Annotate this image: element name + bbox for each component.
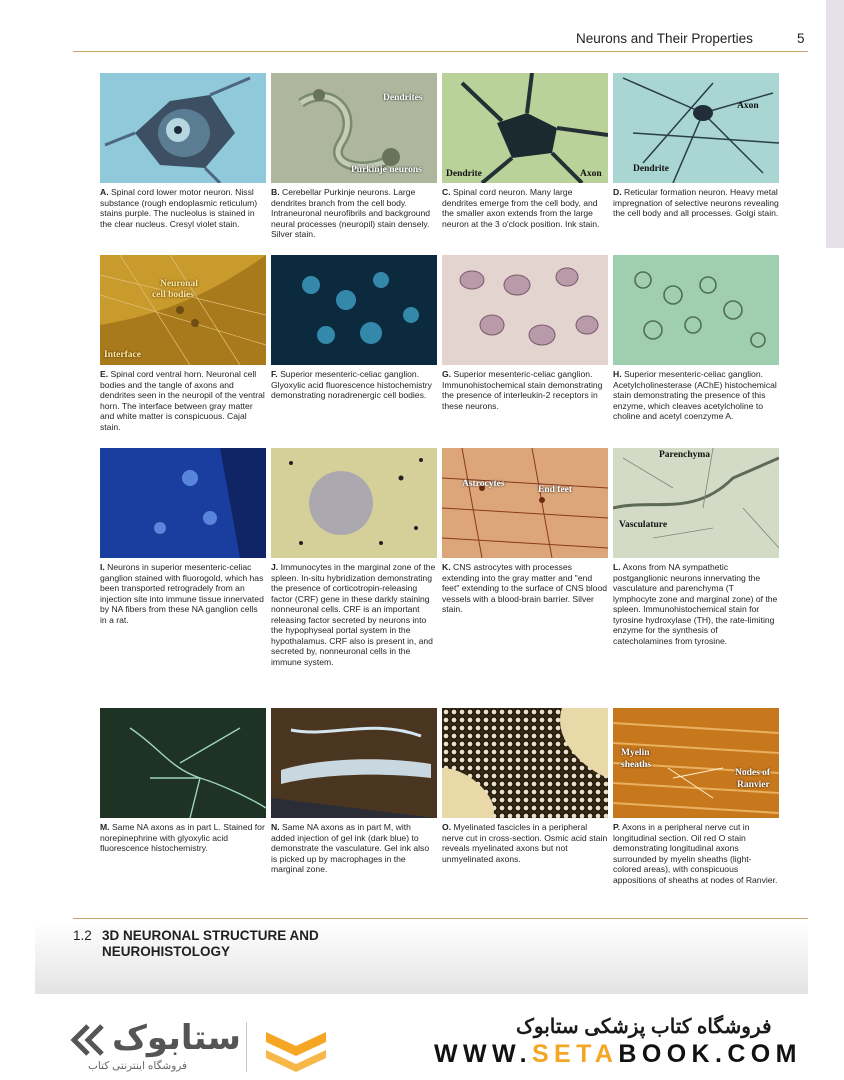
figure-j bbox=[271, 448, 437, 667]
label-ranvier: Ranvier bbox=[737, 780, 770, 790]
figure-a-caption: A. Spinal cord lower motor neuron. Nissl substance (rough endoplasmic reticulum) stains purple. The nucleolus is stained in the clear nucleus. Cresyl violet stain. bbox=[100, 187, 258, 229]
label-astrocytes: Astrocytes bbox=[462, 479, 505, 489]
figure-i-image bbox=[100, 448, 266, 558]
label-neuronal: Neuronal bbox=[160, 279, 198, 289]
label-nodes-of: Nodes of bbox=[735, 768, 771, 778]
figure-c-caption: C. Spinal cord neuron. Many large dendrites emerge from the cell body, and the smaller axon extends from the large neuron at the 3 o'clock position. Ink stain. bbox=[442, 187, 600, 229]
label-axon: Axon bbox=[737, 101, 759, 111]
figure-g bbox=[442, 255, 608, 411]
figure-p-caption: P. Axons in a peripheral nerve cut in longitudinal section. Oil red O stain demonstrating longitudinal axons surrounded by myelin sheaths (light-colored areas), with conspicuous appositions of sheaths at nodes of Ranvier. bbox=[613, 822, 778, 885]
figure-n bbox=[271, 708, 437, 875]
figure-p bbox=[613, 708, 779, 885]
logo-chevrons bbox=[70, 1022, 110, 1063]
figure-p-image bbox=[613, 708, 779, 818]
logo-book-icon bbox=[262, 1024, 330, 1077]
store-name: فروشگاه کتاب پزشکی ستابوک bbox=[516, 1016, 772, 1038]
label-dendrite: Dendrite bbox=[633, 164, 669, 174]
label-end-feet: End feet bbox=[538, 485, 573, 495]
label-dendrite: Dendrite bbox=[446, 169, 482, 179]
page-number: 5 bbox=[797, 31, 805, 46]
figure-o bbox=[442, 708, 608, 864]
figure-l-image bbox=[613, 448, 779, 558]
label-purkinje-neurons: Purkinje neurons bbox=[351, 165, 422, 175]
figure-i bbox=[100, 448, 266, 625]
label-myelin: Myelin bbox=[621, 748, 650, 758]
figure-h bbox=[613, 255, 779, 422]
figure-d-caption: D. Reticular formation neuron. Heavy metal impregnation of selective neurons revealing the cell body and all processes. Golgi stain. bbox=[613, 187, 779, 218]
figure-o-caption: O. Myelinated fascicles in a peripheral nerve cut in cross-section. Osmic acid stain reveals myelinated axons but not unmyelinated axons. bbox=[442, 822, 608, 864]
figure-m bbox=[100, 708, 266, 854]
logo-subtitle: فروشگاه اینترنتی کتاب bbox=[88, 1060, 188, 1072]
figure-l-caption: L. Axons from NA sympathetic postganglionic neurons innervating the vasculature and parenchyma (T lymphocyte zone and marginal zone) of the spleen. Immunohistochemical stain for tyrosine hydroxylase (TH), the rate-limiting enzyme for the synthesis of catecholamines from tyrosine. bbox=[613, 562, 778, 646]
running-header-title: Neurons and Their Properties bbox=[576, 31, 753, 46]
figure-n-caption: N. Same NA axons as in part M, with added injection of gel ink (dark blue) to demonstrate the vasculature. Gel ink also is picked up by macrophages in the marginal zone. bbox=[271, 822, 430, 874]
label-parenchyma: Parenchyma bbox=[659, 450, 711, 460]
figure-m-caption: M. Same NA axons as in part L. Stained for norepinephrine with glyoxylic acid fluorescence histochemistry. bbox=[100, 822, 265, 853]
section-title: 3D NEURONAL STRUCTURE AND NEUROHISTOLOGY bbox=[102, 928, 319, 959]
header-rule bbox=[73, 51, 808, 52]
label-cell-bodies: cell bodies bbox=[152, 290, 194, 300]
figure-k-caption: K. CNS astrocytes with processes extending into the gray matter and "end feet" extending to the surface of CNS blood vessels with a blood-brain barrier. Silver stain. bbox=[442, 562, 608, 614]
figure-b-image bbox=[271, 73, 437, 183]
label-dendrites: Dendrites bbox=[383, 93, 423, 103]
figure-o-image bbox=[442, 708, 608, 818]
figure-f-caption: F. Superior mesenteric-celiac ganglion. Glyoxylic acid fluorescence histochemistry demonstrating noradrenergic cell bodies. bbox=[271, 369, 432, 400]
label-interface: Interface bbox=[104, 350, 141, 360]
figure-i-caption: I. Neurons in superior mesenteric-celiac ganglion stained with fluorogold, which has been transported retrogradely from an injection site into immune tissue innervated by NA fibers from these NA ganglion cells in a rat. bbox=[100, 562, 264, 625]
figure-f bbox=[271, 255, 437, 401]
figure-m-image bbox=[100, 708, 266, 818]
side-tab bbox=[826, 0, 844, 248]
figure-k-image bbox=[442, 448, 608, 558]
figure-k bbox=[442, 448, 608, 615]
figure-a-image bbox=[100, 73, 266, 183]
figure-c bbox=[442, 73, 608, 229]
figure-a bbox=[100, 73, 266, 229]
figure-j-caption: J. Immunocytes in the marginal zone of the spleen. In-situ hybridization demonstrating the presence of corticotropin-releasing factor (CRF) gene in these darkly staining nonneuronal cells. CRF is an important releasing factor secreted by neurons into the hypophyseal portal system in the hypothalamus. CRF also is present in, and secreted by, nonneuronal cells in the immune system. bbox=[271, 562, 436, 667]
section-number: 1.2 bbox=[73, 928, 92, 943]
store-url[interactable]: WWW.SETABOOK.COM bbox=[434, 1040, 802, 1068]
figure-h-caption: H. Superior mesenteric-celiac ganglion. Acetylcholinesterase (AChE) histochemical stain demonstrating the presence of this enzyme, which cleaves acetylcholine to choline and acetyl coenzyme A. bbox=[613, 369, 777, 421]
figure-g-image bbox=[442, 255, 608, 365]
figure-j-image bbox=[271, 448, 437, 558]
figure-b bbox=[271, 73, 437, 240]
logo-divider bbox=[246, 1022, 247, 1072]
figure-e-image bbox=[100, 255, 266, 365]
figure-c-image bbox=[442, 73, 608, 183]
figure-d-image bbox=[613, 73, 779, 183]
figure-f-image bbox=[271, 255, 437, 365]
figure-e-caption: E. Spinal cord ventral horn. Neuronal cell bodies and the tangle of axons and dendrites seen in the neuropil of the ventral horn. The interface between gray matter and white matter is conspicuous. Cajal stain. bbox=[100, 369, 265, 432]
figure-n-image bbox=[271, 708, 437, 818]
figure-e bbox=[100, 255, 266, 432]
figure-b-caption: B. Cerebellar Purkinje neurons. Large dendrites branch from the cell body. Intraneuronal neurofibrils and background neural processes (neuropil) stain densely. Silver stain. bbox=[271, 187, 431, 239]
figure-h-image bbox=[613, 255, 779, 365]
label-sheaths: sheaths bbox=[621, 760, 652, 770]
figure-d bbox=[613, 73, 779, 219]
section-rule bbox=[73, 918, 808, 919]
logo-text: ستابوک bbox=[112, 1018, 241, 1058]
figure-g-caption: G. Superior mesenteric-celiac ganglion. Immunohistochemical stain demonstrating the presence of interleukin-2 receptors in these neurons. bbox=[442, 369, 603, 411]
label-axon: Axon bbox=[580, 169, 602, 179]
label-vasculature: Vasculature bbox=[619, 520, 668, 530]
figure-l bbox=[613, 448, 779, 646]
